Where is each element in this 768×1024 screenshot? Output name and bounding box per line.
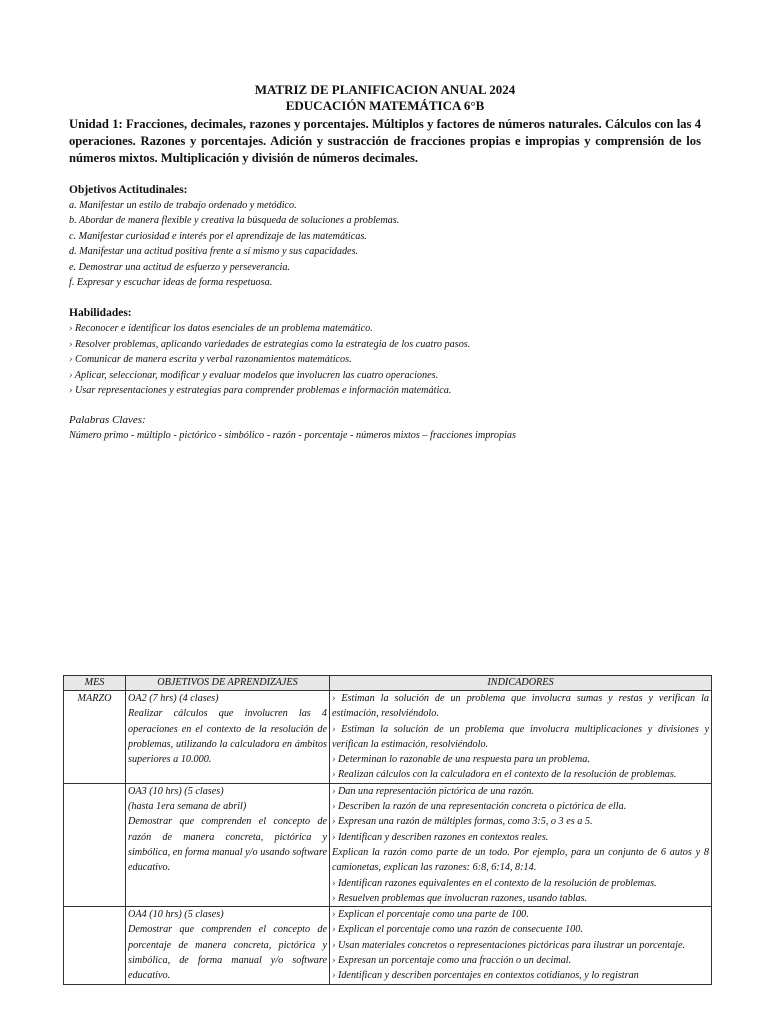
indicadores-cell	[330, 783, 712, 906]
objetivos-heading: Objetivos Actitudinales:	[69, 184, 188, 196]
oa-title: OA4 (10 hrs) (5 clases)	[128, 909, 224, 921]
indicadores-cell	[330, 907, 712, 984]
indicador: › Expresan una razón de múltiples formas, como 3:5, o 3 es a 5.	[332, 816, 593, 828]
keywords-text: Número primo - múltiplo - pictórico - simbólico - razón - porcentaje - números mixtos – fracciones impropias	[69, 430, 516, 442]
column-header-indicadores: INDICADORES	[330, 676, 712, 691]
document-title: MATRIZ DE PLANIFICACION ANUAL 2024	[254, 82, 516, 97]
indicador: › Identifican y describen porcentajes en contextos cotidianos, y lo registran	[332, 970, 639, 982]
habilidad-item: › Aplicar, seleccionar, modificar y evaluar modelos que involucren las cuatro operaciones.	[69, 369, 439, 381]
column-header-objetivos: OBJETIVOS DE APRENDIZAJES	[126, 676, 330, 691]
habilidad-item: › Usar representaciones y estrategias para comprender problemas e información matemática.	[69, 385, 452, 397]
objetivo-cell	[126, 783, 330, 906]
column-header-mes: MES	[64, 676, 126, 691]
document-page	[69, 82, 701, 443]
mes-cell	[64, 783, 126, 906]
oa-title: OA2 (7 hrs) (4 clases)	[128, 693, 219, 704]
habilidad-item: › Resolver problemas, aplicando variedades de estrategias como la estrategia de los cuatro pasos.	[69, 338, 471, 350]
oa-body: Demostrar que comprenden el concepto de porcentaje de manera concreta, pictórica y simbólica, de forma manual y/o software educativo.	[128, 924, 327, 982]
indicador: Explican la razón como parte de un todo. Por ejemplo, para un conjunto de 6 autos y 8 camionetas, explican las razones: 6:8, 6:14, 8:14.	[332, 846, 709, 874]
indicador: › Explican el porcentaje como una parte de 100.	[332, 909, 529, 921]
indicador: › Identifican razones equivalentes en el contexto de la resolución de problemas.	[332, 877, 657, 889]
table-row	[64, 691, 712, 784]
objetivo-item: f. Expresar y escuchar ideas de forma respetuosa.	[69, 277, 273, 289]
indicador: › Determinan lo razonable de una respuesta para un problema.	[332, 754, 590, 766]
indicador: › Expresan un porcentaje como una fracción o un decimal.	[332, 955, 572, 967]
habilidad-item: › Comunicar de manera escrita y verbal razonamientos matemáticos.	[69, 354, 352, 366]
objetivo-item: a. Manifestar un estilo de trabajo ordenado y metódico.	[69, 200, 297, 211]
objetivo-item: e. Demostrar una actitud de esfuerzo y perseverancia.	[69, 261, 290, 273]
indicador: › Explican el porcentaje como una razón de consecuente 100.	[332, 924, 583, 936]
indicador: › Estiman la solución de un problema que involucra sumas y restas y verifican la estimación, resolviéndolo.	[332, 693, 709, 720]
indicador: › Resuelven problemas que involucran razones, usando tablas.	[332, 892, 588, 904]
document-subtitle: EDUCACIÓN MATEMÁTICA 6°B	[285, 98, 485, 113]
mes-cell: MARZO	[64, 691, 126, 784]
objetivos-section	[69, 183, 701, 290]
indicador: › Usan materiales concretos o representaciones pictóricas para ilustrar un porcentaje.	[332, 939, 686, 951]
objetivo-cell	[126, 691, 330, 784]
objetivo-cell	[126, 907, 330, 984]
indicador: › Describen la razón de una representación concreta o pictórica de ella.	[332, 801, 627, 813]
habilidades-heading: Habilidades:	[69, 307, 132, 320]
habilidades-section	[69, 306, 701, 398]
objetivo-item: b. Abordar de manera flexible y creativa la búsqueda de soluciones a problemas.	[69, 215, 400, 227]
indicador: › Dan una representación pictórica de una razón.	[332, 785, 534, 797]
objetivo-item: c. Manifestar curiosidad e interés por el aprendizaje de las matemáticas.	[69, 230, 367, 242]
oa-body: Demostrar que comprenden el concepto de razón de manera concreta, pictórica y simbólica, en forma manual y/o usando software educativo.	[128, 816, 327, 874]
oa-subtitle: (hasta 1era semana de abril)	[128, 801, 247, 813]
keywords-heading: Palabras Claves:	[69, 414, 146, 427]
habilidad-item: › Reconocer e identificar los datos esenciales de un problema matemático.	[69, 323, 373, 335]
table-row	[64, 783, 712, 906]
table-header-row	[64, 676, 712, 691]
table-row	[64, 907, 712, 984]
oa-body: Realizar cálculos que involucren las 4 operaciones en el contexto de la resolución de problemas, utilizando la calculadora en ámbitos superiores a 10.000.	[128, 708, 327, 766]
unit-description: Unidad 1: Fracciones, decimales, razones y porcentajes. Múltiplos y factores de números naturales. Cálculos con las 4 operaciones. Razones y porcentajes. Adición y sustracción de fracciones propias e impropias y comprensión de los números mixtos. Multiplicación y división de números decimales.	[69, 117, 701, 165]
objetivo-item: d. Manifestar una actitud positiva frente a sí mismo y sus capacidades.	[69, 246, 359, 258]
indicadores-cell	[330, 691, 712, 784]
indicador: › Realizan cálculos con la calculadora en el contexto de la resolución de problemas.	[332, 769, 677, 781]
planning-matrix-table	[63, 675, 712, 985]
mes-cell	[64, 907, 126, 984]
indicador: › Estiman la solución de un problema que involucra multiplicaciones y divisiones y verifican la estimación, resolviéndolo.	[332, 723, 709, 750]
oa-title: OA3 (10 hrs) (5 clases)	[128, 785, 224, 797]
indicador: › Identifican y describen razones en contextos reales.	[332, 831, 549, 843]
